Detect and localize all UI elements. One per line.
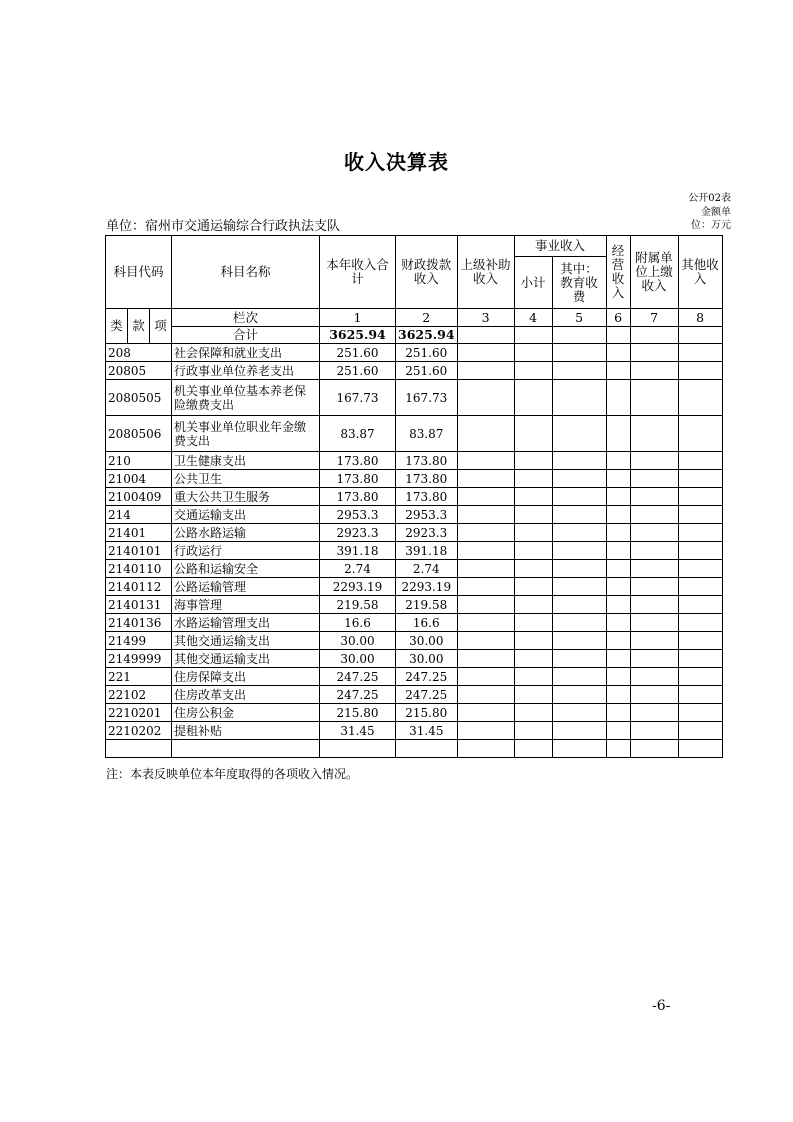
total-fiscal-value: 3625.94 bbox=[396, 327, 458, 344]
empty-cell bbox=[552, 470, 606, 488]
table-body bbox=[106, 236, 723, 758]
empty-cell bbox=[514, 560, 552, 578]
page-number: -6- bbox=[652, 998, 671, 1014]
empty-cell bbox=[457, 704, 514, 722]
income-table bbox=[105, 235, 723, 758]
subject-name-cell: 公路和运输安全 bbox=[172, 560, 320, 578]
subject-code-cell: 221 bbox=[106, 668, 172, 686]
total-income-cell: 251.60 bbox=[320, 362, 396, 380]
empty-cell bbox=[552, 740, 606, 758]
subject-code-cell: 20805 bbox=[106, 362, 172, 380]
header-subject-code: 科目代码 bbox=[106, 236, 172, 309]
header-lei: 类 bbox=[106, 309, 128, 344]
empty-cell bbox=[552, 524, 606, 542]
subject-name-cell: 海事管理 bbox=[172, 596, 320, 614]
empty-cell bbox=[630, 704, 678, 722]
empty-cell bbox=[678, 560, 722, 578]
empty-cell bbox=[457, 488, 514, 506]
empty-cell bbox=[678, 362, 722, 380]
table-row bbox=[106, 506, 723, 524]
fiscal-appropriation-cell: 173.80 bbox=[396, 488, 458, 506]
table-row bbox=[106, 650, 723, 668]
subject-name-cell: 其他交通运输支出 bbox=[172, 632, 320, 650]
empty-cell bbox=[678, 614, 722, 632]
fiscal-appropriation-cell: 2.74 bbox=[396, 560, 458, 578]
table-row bbox=[106, 578, 723, 596]
empty-cell bbox=[630, 740, 678, 758]
table-row bbox=[106, 740, 723, 758]
fiscal-appropriation-cell: 167.73 bbox=[396, 380, 458, 416]
table-row bbox=[106, 470, 723, 488]
fiscal-appropriation-cell: 2923.3 bbox=[396, 524, 458, 542]
empty-cell bbox=[457, 650, 514, 668]
empty-cell bbox=[514, 596, 552, 614]
empty-cell bbox=[457, 632, 514, 650]
empty-cell bbox=[552, 452, 606, 470]
empty-cell bbox=[457, 686, 514, 704]
empty-cell bbox=[678, 344, 722, 362]
total-income-cell: 173.80 bbox=[320, 488, 396, 506]
empty-cell bbox=[552, 668, 606, 686]
empty-cell bbox=[457, 560, 514, 578]
subject-code-cell: 2149999 bbox=[106, 650, 172, 668]
empty-cell bbox=[457, 722, 514, 740]
total-income-cell: 2953.3 bbox=[320, 506, 396, 524]
empty-cell bbox=[552, 488, 606, 506]
column-number: 8 bbox=[678, 309, 722, 327]
subject-code-cell: 21004 bbox=[106, 470, 172, 488]
amount-unit-line1: 金额单 bbox=[701, 207, 731, 218]
form-number: 公开02表 bbox=[688, 193, 731, 204]
empty-cell bbox=[630, 560, 678, 578]
empty-cell bbox=[514, 740, 552, 758]
empty-cell bbox=[514, 452, 552, 470]
empty-cell bbox=[630, 632, 678, 650]
total-income-cell: 2923.3 bbox=[320, 524, 396, 542]
empty-cell bbox=[606, 380, 630, 416]
empty-cell bbox=[606, 416, 630, 452]
table-row bbox=[106, 668, 723, 686]
table-row bbox=[106, 416, 723, 452]
page-title: 收入决算表 bbox=[344, 150, 449, 174]
empty-cell bbox=[630, 722, 678, 740]
fiscal-appropriation-cell: 173.80 bbox=[396, 470, 458, 488]
empty-cell bbox=[514, 362, 552, 380]
empty-cell bbox=[606, 488, 630, 506]
empty-cell bbox=[457, 470, 514, 488]
table-note: 注：本表反映单位本年度取得的各项收入情况。 bbox=[106, 767, 359, 781]
subject-code-cell: 2080506 bbox=[106, 416, 172, 452]
empty-cell bbox=[552, 416, 606, 452]
empty-cell bbox=[678, 524, 722, 542]
empty-cell bbox=[678, 506, 722, 524]
empty-cell bbox=[678, 416, 722, 452]
subject-name-cell: 公共卫生 bbox=[172, 470, 320, 488]
column-number: 1 bbox=[320, 309, 396, 327]
table-row bbox=[106, 488, 723, 506]
fiscal-appropriation-cell: 173.80 bbox=[396, 452, 458, 470]
empty-cell bbox=[678, 740, 722, 758]
subject-code-cell: 2140112 bbox=[106, 578, 172, 596]
header-kuan: 款 bbox=[128, 309, 150, 344]
empty-cell bbox=[606, 722, 630, 740]
empty-cell bbox=[514, 416, 552, 452]
subject-name-cell: 交通运输支出 bbox=[172, 506, 320, 524]
empty-cell bbox=[630, 524, 678, 542]
empty-cell bbox=[514, 722, 552, 740]
table-row bbox=[106, 542, 723, 560]
total-income-cell: 391.18 bbox=[320, 542, 396, 560]
column-number: 7 bbox=[630, 309, 678, 327]
empty-cell bbox=[678, 578, 722, 596]
fiscal-appropriation-cell bbox=[396, 740, 458, 758]
empty-cell bbox=[606, 470, 630, 488]
empty-cell bbox=[457, 506, 514, 524]
empty-cell bbox=[552, 650, 606, 668]
subject-code-cell bbox=[106, 740, 172, 758]
total-income-cell: 16.6 bbox=[320, 614, 396, 632]
fiscal-appropriation-cell: 2953.3 bbox=[396, 506, 458, 524]
empty-cell bbox=[630, 470, 678, 488]
empty-cell bbox=[630, 362, 678, 380]
empty-cell bbox=[630, 614, 678, 632]
empty-cell bbox=[514, 470, 552, 488]
total-income-cell: 31.45 bbox=[320, 722, 396, 740]
header-affiliated-income: 附属单位上缴收入 bbox=[630, 236, 678, 309]
subject-code-cell: 22102 bbox=[106, 686, 172, 704]
empty-cell bbox=[606, 614, 630, 632]
empty-cell bbox=[552, 506, 606, 524]
empty-cell bbox=[514, 668, 552, 686]
subject-name-cell bbox=[172, 740, 320, 758]
empty-cell bbox=[552, 578, 606, 596]
subject-name-cell: 住房公积金 bbox=[172, 704, 320, 722]
empty-cell bbox=[606, 344, 630, 362]
empty-cell bbox=[457, 416, 514, 452]
empty-cell bbox=[606, 524, 630, 542]
subject-name-cell: 重大公共卫生服务 bbox=[172, 488, 320, 506]
subject-name-cell: 机关事业单位职业年金缴费支出 bbox=[172, 416, 320, 452]
column-number: 5 bbox=[552, 309, 606, 327]
total-label: 合计 bbox=[172, 327, 320, 344]
total-income-cell: 83.87 bbox=[320, 416, 396, 452]
total-income-cell: 219.58 bbox=[320, 596, 396, 614]
amount-unit-line2: 位：万元 bbox=[691, 220, 731, 231]
fiscal-appropriation-cell: 215.80 bbox=[396, 704, 458, 722]
subject-code-cell: 2140101 bbox=[106, 542, 172, 560]
empty-cell bbox=[606, 452, 630, 470]
total-income-cell: 247.25 bbox=[320, 686, 396, 704]
header-superior-subsidy: 上级补助收入 bbox=[457, 236, 514, 309]
empty-cell bbox=[552, 722, 606, 740]
empty-cell bbox=[678, 380, 722, 416]
subject-code-cell: 2100409 bbox=[106, 488, 172, 506]
empty-cell bbox=[514, 704, 552, 722]
empty-cell bbox=[678, 650, 722, 668]
empty-cell bbox=[606, 542, 630, 560]
fiscal-appropriation-cell: 31.45 bbox=[396, 722, 458, 740]
empty-cell bbox=[457, 596, 514, 614]
empty-cell bbox=[457, 668, 514, 686]
empty-cell bbox=[457, 740, 514, 758]
empty-cell bbox=[514, 614, 552, 632]
header-other-income: 其他收入 bbox=[678, 236, 722, 309]
empty-cell bbox=[678, 668, 722, 686]
empty-cell bbox=[514, 488, 552, 506]
empty-cell bbox=[678, 488, 722, 506]
empty-cell bbox=[552, 632, 606, 650]
subject-code-cell: 208 bbox=[106, 344, 172, 362]
table-row bbox=[106, 380, 723, 416]
fiscal-appropriation-cell: 2293.19 bbox=[396, 578, 458, 596]
total-income-cell: 215.80 bbox=[320, 704, 396, 722]
empty-cell bbox=[457, 380, 514, 416]
column-number: 2 bbox=[396, 309, 458, 327]
column-number: 3 bbox=[457, 309, 514, 327]
empty-cell bbox=[606, 506, 630, 524]
total-income-cell: 251.60 bbox=[320, 344, 396, 362]
empty-cell bbox=[514, 344, 552, 362]
empty-cell bbox=[457, 344, 514, 362]
subject-name-cell: 行政运行 bbox=[172, 542, 320, 560]
empty-cell bbox=[457, 452, 514, 470]
subject-name-cell: 公路水路运输 bbox=[172, 524, 320, 542]
empty-cell bbox=[606, 686, 630, 704]
empty-cell bbox=[678, 470, 722, 488]
fiscal-appropriation-cell: 251.60 bbox=[396, 362, 458, 380]
header-xiang: 项 bbox=[150, 309, 172, 344]
empty-cell bbox=[514, 380, 552, 416]
empty-cell bbox=[630, 578, 678, 596]
empty-cell bbox=[630, 380, 678, 416]
subject-name-cell: 机关事业单位基本养老保险缴费支出 bbox=[172, 380, 320, 416]
empty-cell bbox=[630, 596, 678, 614]
fiscal-appropriation-cell: 247.25 bbox=[396, 668, 458, 686]
table-row bbox=[106, 362, 723, 380]
subject-code-cell: 21401 bbox=[106, 524, 172, 542]
total-income-cell: 173.80 bbox=[320, 452, 396, 470]
total-income-cell: 173.80 bbox=[320, 470, 396, 488]
empty-cell bbox=[606, 560, 630, 578]
empty-cell bbox=[606, 704, 630, 722]
table-row bbox=[106, 632, 723, 650]
subject-name-cell: 水路运输管理支出 bbox=[172, 614, 320, 632]
total-income-cell: 30.00 bbox=[320, 632, 396, 650]
subject-code-cell: 2080505 bbox=[106, 380, 172, 416]
table-row bbox=[106, 344, 723, 362]
fiscal-appropriation-cell: 251.60 bbox=[396, 344, 458, 362]
total-income-value: 3625.94 bbox=[320, 327, 396, 344]
empty-cell bbox=[630, 686, 678, 704]
empty-cell bbox=[678, 722, 722, 740]
total-income-cell: 167.73 bbox=[320, 380, 396, 416]
fiscal-appropriation-cell: 16.6 bbox=[396, 614, 458, 632]
header-total-income: 本年收入合计 bbox=[320, 236, 396, 309]
subject-name-cell: 公路运输管理 bbox=[172, 578, 320, 596]
empty-cell bbox=[552, 686, 606, 704]
header-subtotal: 小计 bbox=[514, 257, 552, 309]
subject-code-cell: 2210201 bbox=[106, 704, 172, 722]
empty-cell bbox=[606, 632, 630, 650]
header-subject-name: 科目名称 bbox=[172, 236, 320, 309]
subject-name-cell: 社会保障和就业支出 bbox=[172, 344, 320, 362]
fiscal-appropriation-cell: 219.58 bbox=[396, 596, 458, 614]
empty-cell bbox=[552, 704, 606, 722]
empty-cell bbox=[606, 596, 630, 614]
empty-cell bbox=[514, 506, 552, 524]
empty-cell bbox=[630, 452, 678, 470]
subject-name-cell: 卫生健康支出 bbox=[172, 452, 320, 470]
header-column-index: 栏次 bbox=[172, 309, 320, 327]
empty-cell bbox=[514, 578, 552, 596]
empty-cell bbox=[552, 560, 606, 578]
total-income-cell: 30.00 bbox=[320, 650, 396, 668]
subject-name-cell: 提租补贴 bbox=[172, 722, 320, 740]
empty-cell bbox=[606, 668, 630, 686]
empty-cell bbox=[457, 524, 514, 542]
empty-cell bbox=[552, 362, 606, 380]
column-number: 6 bbox=[606, 309, 630, 327]
empty-cell bbox=[606, 362, 630, 380]
empty-cell bbox=[630, 488, 678, 506]
header-operating-income: 经营收入 bbox=[606, 236, 630, 309]
empty-cell bbox=[630, 650, 678, 668]
table-row bbox=[106, 596, 723, 614]
table-row bbox=[106, 524, 723, 542]
table-row bbox=[106, 722, 723, 740]
total-income-cell: 2.74 bbox=[320, 560, 396, 578]
column-number: 4 bbox=[514, 309, 552, 327]
empty-cell bbox=[552, 344, 606, 362]
empty-cell bbox=[678, 686, 722, 704]
empty-cell bbox=[678, 632, 722, 650]
empty-cell bbox=[514, 686, 552, 704]
fiscal-appropriation-cell: 83.87 bbox=[396, 416, 458, 452]
subject-code-cell: 2140131 bbox=[106, 596, 172, 614]
empty-cell bbox=[552, 542, 606, 560]
empty-cell bbox=[552, 380, 606, 416]
fiscal-appropriation-cell: 247.25 bbox=[396, 686, 458, 704]
empty-cell bbox=[678, 596, 722, 614]
empty-cell bbox=[606, 740, 630, 758]
empty-cell bbox=[514, 650, 552, 668]
empty-cell bbox=[457, 614, 514, 632]
fiscal-appropriation-cell: 30.00 bbox=[396, 632, 458, 650]
header-education-fees: 其中：教育收费 bbox=[552, 257, 606, 309]
empty-cell bbox=[457, 578, 514, 596]
subject-name-cell: 其他交通运输支出 bbox=[172, 650, 320, 668]
empty-cell bbox=[514, 632, 552, 650]
fiscal-appropriation-cell: 391.18 bbox=[396, 542, 458, 560]
empty-cell bbox=[457, 362, 514, 380]
total-income-cell: 247.25 bbox=[320, 668, 396, 686]
subject-code-cell: 2140136 bbox=[106, 614, 172, 632]
empty-cell bbox=[678, 704, 722, 722]
total-income-cell bbox=[320, 740, 396, 758]
empty-cell bbox=[514, 542, 552, 560]
empty-cell bbox=[630, 542, 678, 560]
empty-cell bbox=[630, 506, 678, 524]
unit-label: 单位：宿州市交通运输综合行政执法支队 bbox=[106, 219, 341, 234]
empty-cell bbox=[552, 596, 606, 614]
empty-cell bbox=[678, 542, 722, 560]
table-row bbox=[106, 560, 723, 578]
header-business-income: 事业收入 bbox=[514, 236, 606, 257]
fiscal-appropriation-cell: 30.00 bbox=[396, 650, 458, 668]
subject-name-cell: 行政事业单位养老支出 bbox=[172, 362, 320, 380]
table-row bbox=[106, 686, 723, 704]
empty-cell bbox=[514, 524, 552, 542]
empty-cell bbox=[552, 614, 606, 632]
subject-code-cell: 210 bbox=[106, 452, 172, 470]
subject-name-cell: 住房改革支出 bbox=[172, 686, 320, 704]
subject-code-cell: 2210202 bbox=[106, 722, 172, 740]
empty-cell bbox=[630, 344, 678, 362]
empty-cell bbox=[630, 416, 678, 452]
empty-cell bbox=[630, 668, 678, 686]
empty-cell bbox=[606, 650, 630, 668]
empty-cell bbox=[678, 452, 722, 470]
subject-code-cell: 214 bbox=[106, 506, 172, 524]
total-income-cell: 2293.19 bbox=[320, 578, 396, 596]
table-row bbox=[106, 704, 723, 722]
empty-cell bbox=[606, 578, 630, 596]
table-row bbox=[106, 614, 723, 632]
table-row bbox=[106, 452, 723, 470]
header-fiscal-appropriation: 财政拨款收入 bbox=[396, 236, 458, 309]
subject-code-cell: 2140110 bbox=[106, 560, 172, 578]
subject-name-cell: 住房保障支出 bbox=[172, 668, 320, 686]
empty-cell bbox=[457, 542, 514, 560]
subject-code-cell: 21499 bbox=[106, 632, 172, 650]
